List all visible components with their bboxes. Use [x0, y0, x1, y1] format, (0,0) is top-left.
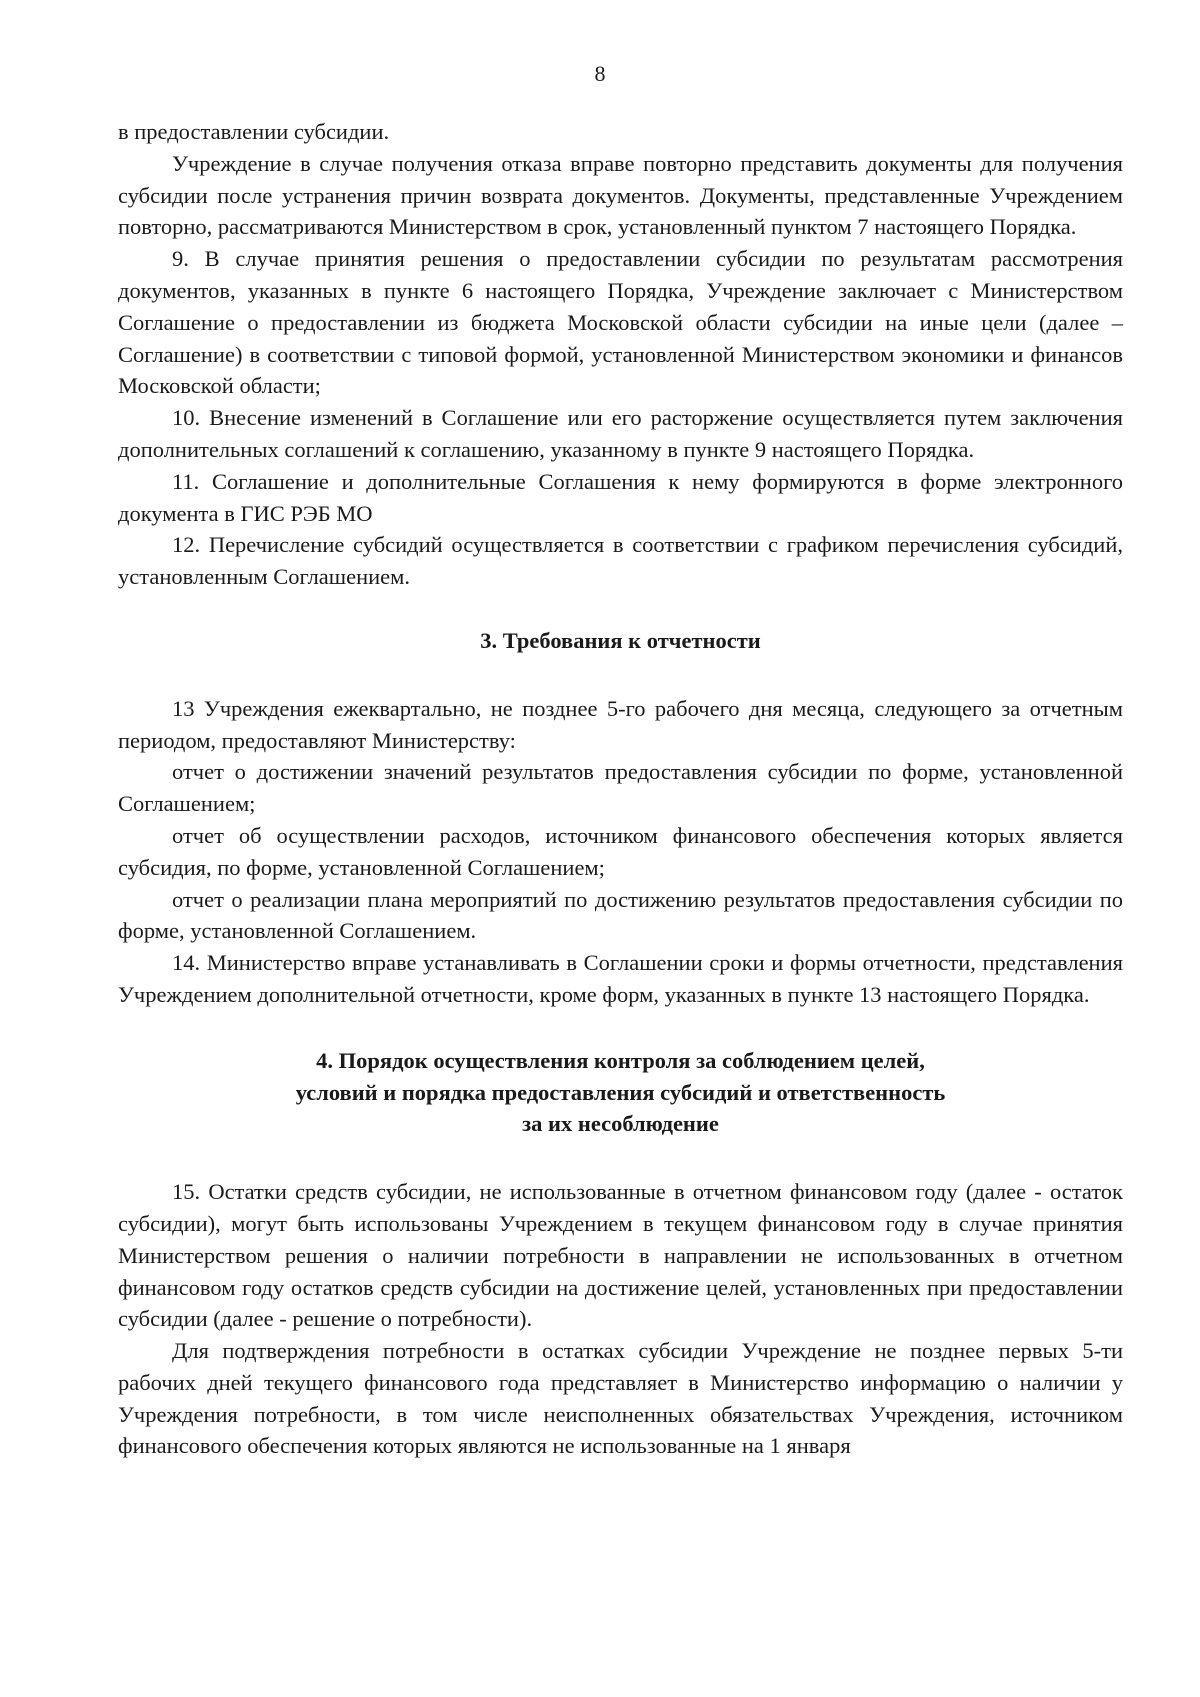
- paragraph-item-12: 12. Перечисление субсидий осуществляется в соответствии с графиком перечисления субсидий, установленным Соглашением.: [118, 532, 1123, 590]
- paragraph-intro: в предоставлении субсидии.: [118, 119, 390, 144]
- section-4-heading-line: за их несоблюдение: [522, 1111, 719, 1137]
- paragraph-report-1: отчет о достижении значений результатов предоставления субсидии по форме, установленной Соглашением;: [118, 759, 1123, 817]
- paragraph-item-9: 9. В случае принятия решения о предоставлении субсидии по результатам рассмотрения документов, указанных в пункте 6 настоящего Порядка, Учреждение заключает с Министерством Соглашение о предоставлении из бюджета Московской области субсидии на иные цели (далее – Соглашение) в соответствии с типовой формой, установленной Министерством экономики и финансов Московской области;: [118, 246, 1123, 399]
- paragraph-item-10: 10. Внесение изменений в Соглашение или его расторжение осуществляется путем заключения дополнительных соглашений к соглашению, указанному в пункте 9 настоящего Порядка.: [118, 405, 1123, 462]
- page-number: 8: [594, 61, 606, 86]
- paragraph-item-11: 11. Соглашение и дополнительные Соглашения к нему формируются в форме электронного документа в ГИС РЭБ МО: [118, 468, 1123, 526]
- section-4-heading: [118, 1045, 1123, 1140]
- paragraph-item-13: 13 Учреждения ежеквартально, не позднее 5-го рабочего дня месяца, следующего за отчетным периодом, предоставляют Министерству:: [118, 695, 1123, 753]
- section-4-heading-line: 4. Порядок осуществления контроля за соблюдением целей,: [316, 1047, 925, 1073]
- document-body: [118, 116, 1123, 1462]
- paragraph-report-3: отчет о реализации плана мероприятий по достижению результатов предоставления субсидии по форме, установленной Соглашением.: [118, 886, 1123, 944]
- paragraph: Для подтверждения потребности в остатках субсидии Учреждение не позднее первых 5-ти рабочих дней текущего финансового года представляет в Министерство информацию о наличии у Учреждения потребности, в том числе неисполненных обязательствах Учреждения, источником финансового обеспечения которых являются не использованные на 1 января: [118, 1338, 1123, 1459]
- paragraph-item-14: 14. Министерство вправе устанавливать в Соглашении сроки и формы отчетности, представления Учреждением дополнительной отчетности, кроме форм, указанных в пункте 13 настоящего Порядка.: [118, 950, 1123, 1007]
- paragraph-report-2: отчет об осуществлении расходов, источником финансового обеспечения которых является субсидия, по форме, установленной Соглашением;: [118, 822, 1123, 880]
- paragraph-item-15: 15. Остатки средств субсидии, не использованные в отчетном финансовом году (далее - остаток субсидии), могут быть использованы Учреждением в текущем финансовом году в случае принятия Министерством решения о наличии потребности в направлении не использованных в отчетном финансовом году остатков средств субсидии на достижение целей, установленных при предоставлении субсидии (далее - решение о потребности).: [118, 1179, 1123, 1332]
- section-4-heading-line: условий и порядка предоставления субсидий и ответственность: [295, 1079, 946, 1105]
- section-3-heading: 3. Требования к отчетности: [480, 627, 761, 653]
- paragraph: Учреждение в случае получения отказа вправе повторно представить документы для получения субсидии после устранения причин возврата документов. Документы, представленные Учреждением повторно, рассматриваются Министерством в срок, установленный пунктом 7 настоящего Порядка.: [118, 150, 1123, 240]
